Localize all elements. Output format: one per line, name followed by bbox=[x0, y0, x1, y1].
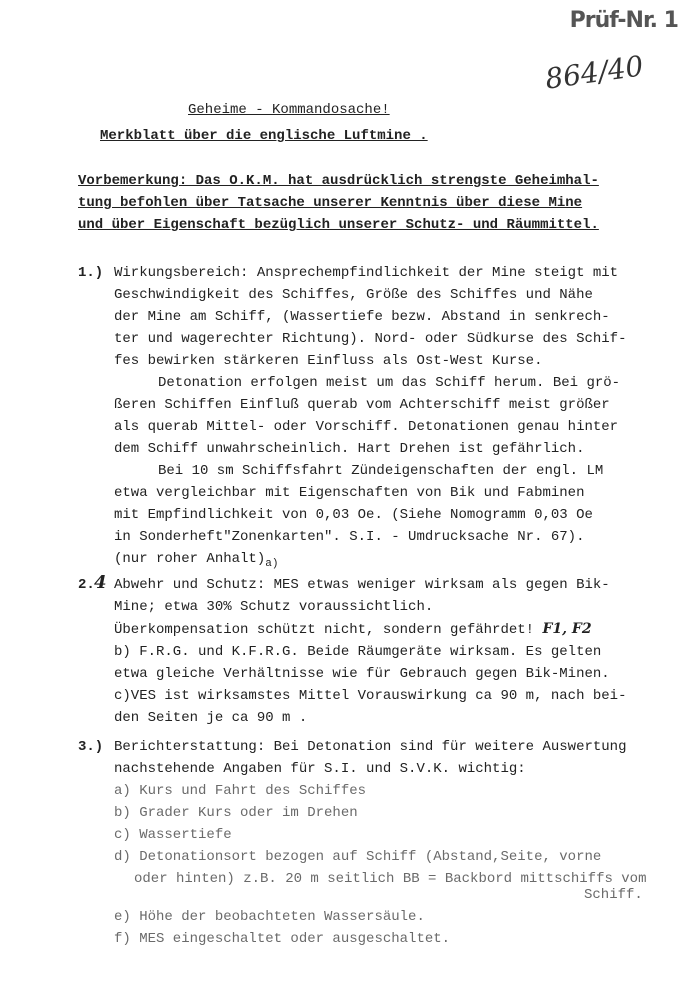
section-number: 3.) bbox=[78, 739, 104, 755]
section-line: als querab Mittel- oder Vorschiff. Detonationen genau hinter bbox=[114, 419, 619, 435]
section-3 bbox=[78, 736, 688, 950]
section-2 bbox=[78, 574, 688, 729]
section-1 bbox=[78, 262, 688, 575]
list-item: e) Höhe der beobachteten Wassersäule. bbox=[114, 909, 425, 925]
section-line: Wirkungsbereich: Ansprechempfindlichkeit der Mine steigt mit bbox=[114, 265, 619, 281]
section-line: Geschwindigkeit des Schiffes, Größe des Schiffes und Nähe bbox=[114, 287, 593, 303]
handwritten-reference-number: 864/40 bbox=[543, 49, 646, 96]
section-line: in Sonderheft"Zonenkarten". S.I. - Umdrucksache Nr. 67). bbox=[114, 529, 585, 545]
list-item: c) Wassertiefe bbox=[114, 827, 232, 843]
classification-heading: Geheime - Kommandosache! bbox=[188, 102, 390, 118]
section-line: ter und wagerechter Richtung). Nord- oder Südkurse des Schif- bbox=[114, 331, 627, 347]
reporting-list bbox=[114, 780, 688, 950]
footnote-marker: a) bbox=[265, 557, 279, 570]
handwritten-mark: 4 bbox=[94, 572, 107, 593]
section-line: etwa gleiche Verhältnisse wie für Gebrauch gegen Bik-Minen. bbox=[114, 666, 610, 682]
section-number: 2. bbox=[78, 577, 95, 593]
section-line: Berichterstattung: Bei Detonation sind für weitere Auswertung bbox=[114, 739, 627, 755]
section-line: Bei 10 sm Schiffsfahrt Zündeigenschaften der engl. LM bbox=[158, 463, 604, 479]
section-line bbox=[114, 618, 688, 641]
section-line: c)VES ist wirksamstes Mittel Vorauswirkung ca 90 m, nach bei- bbox=[114, 688, 627, 704]
list-item: b) Grader Kurs oder im Drehen bbox=[114, 805, 358, 821]
vorbemerkung-line: und über Eigenschaft bezüglich unserer Schutz- und Räummittel. bbox=[78, 217, 599, 233]
section-line: mit Empfindlichkeit von 0,03 Oe. (Siehe Nomogramm 0,03 Oe bbox=[114, 507, 593, 523]
pruef-nr-stamp: Prüf-Nr. 1 bbox=[569, 8, 678, 33]
list-item: a) Kurs und Fahrt des Schiffes bbox=[114, 783, 367, 799]
vorbemerkung-line: Vorbemerkung: Das O.K.M. hat ausdrücklich strengste Geheimhal- bbox=[78, 173, 599, 189]
section-line: Detonation erfolgen meist um das Schiff herum. Bei grö- bbox=[158, 375, 621, 391]
section-line: dem Schiff unwahrscheinlich. Hart Drehen ist gefährlich. bbox=[114, 441, 585, 457]
section-line: den Seiten je ca 90 m . bbox=[114, 710, 308, 726]
section-line: fes bewirken stärkeren Einfluss als Ost-West Kurse. bbox=[114, 353, 543, 369]
section-line: der Mine am Schiff, (Wassertiefe bezw. Abstand in senkrech- bbox=[114, 309, 610, 325]
section-number: 1.) bbox=[78, 265, 104, 281]
section-line-text: (nur roher Anhalt) bbox=[114, 551, 266, 567]
section-line bbox=[114, 548, 688, 575]
section-line: Abwehr und Schutz: MES etwas weniger wirksam als gegen Bik- bbox=[114, 577, 610, 593]
list-item: d) Detonationsort bezogen auf Schiff (Abstand,Seite, vorne bbox=[114, 849, 602, 865]
vorbemerkung-block bbox=[78, 170, 678, 236]
handwritten-note: F1, F2 bbox=[542, 621, 592, 637]
section-line: etwa vergleichbar mit Eigenschaften von Bik und Fabminen bbox=[114, 485, 585, 501]
section-line: nachstehende Angaben für S.I. und S.V.K. wichtig: bbox=[114, 761, 526, 777]
list-item: oder hinten) z.B. 20 m seitlich BB = Backbord mittschiffs vom bbox=[134, 871, 647, 887]
section-line: ßeren Schiffen Einfluß querab vom Achterschiff meist größer bbox=[114, 397, 610, 413]
document-title: Merkblatt über die englische Luftmine . bbox=[100, 128, 428, 144]
vorbemerkung-line: tung befohlen über Tatsache unserer Kenntnis über diese Mine bbox=[78, 195, 583, 211]
list-item: f) MES eingeschaltet oder ausgeschaltet. bbox=[114, 931, 451, 947]
section-line: b) F.R.G. und K.F.R.G. Beide Räumgeräte wirksam. Es gelten bbox=[114, 644, 602, 660]
section-line: Mine; etwa 30% Schutz voraussichtlich. bbox=[114, 599, 434, 615]
list-item: Schiff. bbox=[584, 887, 643, 903]
section-line-text: Überkompensation schützt nicht, sondern gefährdet! bbox=[114, 622, 535, 638]
